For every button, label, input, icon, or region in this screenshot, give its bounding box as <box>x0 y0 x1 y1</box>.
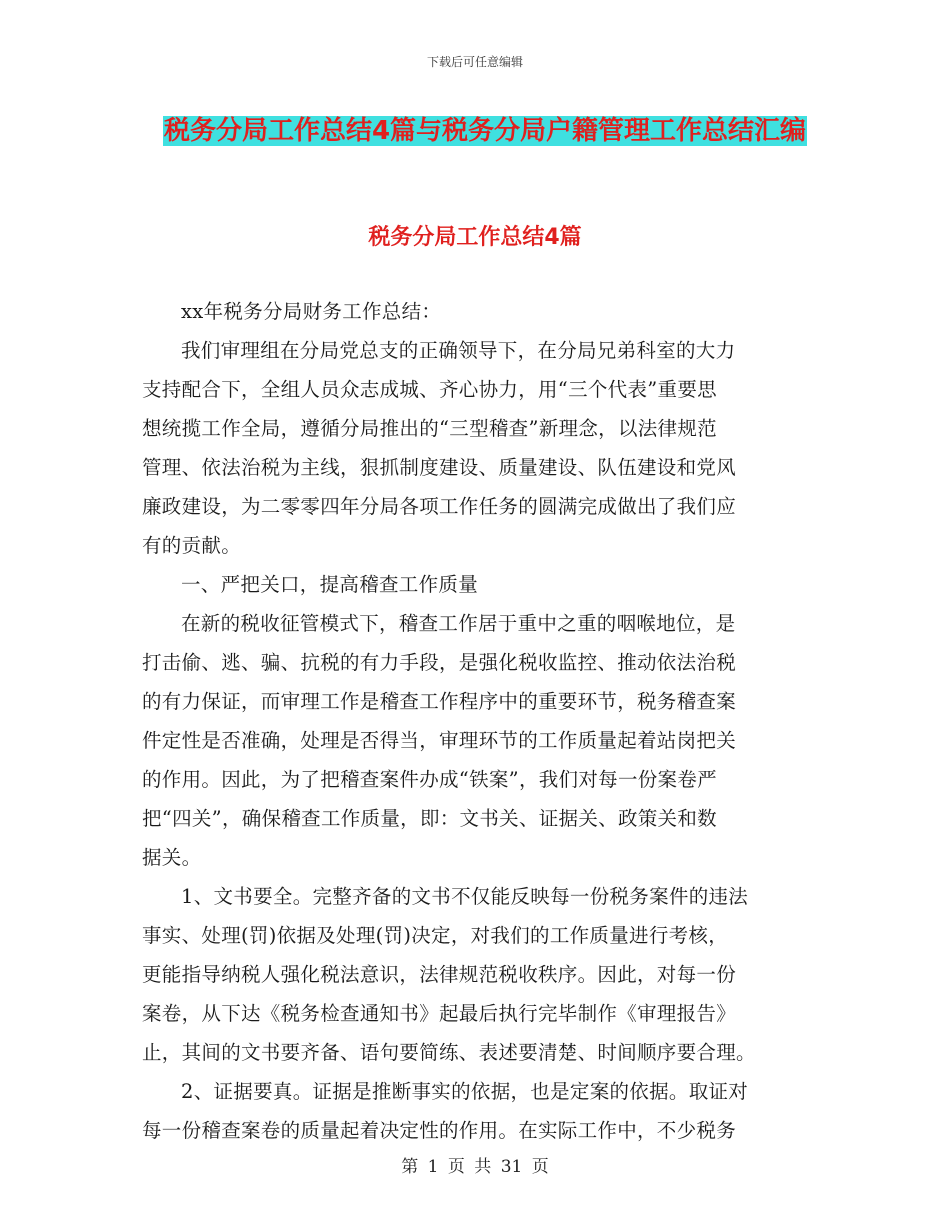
paragraph: 1、文书要全。完整齐备的文书不仅能反映每一份税务案件的违法 事实、处理(罚)依据及处理(罚)决定，对我们的工作质量进行考核， 更能指导纳税人强化税法意识，法律规范税收秩序。因此，对每一份 案卷，从下达《税务检查通知书》起最后执行完毕制作《审理报告》 止，其间的文书要齐备、语句要简练、表述要清楚、时间顺序要合理。 <box>142 885 756 1064</box>
paragraph: 2、证据要真。证据是推断事实的依据，也是定案的依据。取证对 每一份稽查案卷的质量起着决定性的作用。在实际工作中，不少税务 <box>142 1080 749 1142</box>
header-note: 下载后可任意编辑 <box>426 55 523 69</box>
paragraph: 我们审理组在分局党总支的正确领导下，在分局兄弟科室的大力 支持配合下，全组人员众志成城、齐心协力，用“三个代表”重要思 想统揽工作全局，遵循分局推出的“三型稽查”新理念，以法律规范 管理、依法治税为主线，狠抓制度建设、质量建设、队伍建设和党风 廉政建设，为二零零四年分局各项工作任务的圆满完成做出了我们应 有的贡献。 <box>142 339 737 557</box>
section-title: 税务分局工作总结4篇 <box>368 225 582 250</box>
paragraph: xx年税务分局财务工作总结： <box>181 300 442 323</box>
paragraph: 在新的税收征管模式下，稽查工作居于重中之重的咽喉地位，是 打击偷、逃、骗、抗税的有力手段，是强化税收监控、推动依法治税 的有力保证，而审理工作是稽查工作程序中的重要环节，税务稽查案 件定性是否准确，处理是否得当，审理环节的工作质量起着站岗把关 的作用。因此，为了把稽查案件办成“铁案”，我们对每一份案卷严 把“四关”，确保稽查工作质量，即：文书关、证据关、政策关和数 据关。 <box>142 612 737 869</box>
document-title-text: 税务分局工作总结4篇与税务分局户籍管理工作总结汇编 <box>163 116 807 146</box>
page-footer: 第 1 页 共 31 页 <box>401 1157 549 1177</box>
document-title <box>140 106 830 156</box>
document-body <box>142 292 808 1150</box>
paragraph: 一、严把关口，提高稽查工作质量 <box>181 573 479 596</box>
